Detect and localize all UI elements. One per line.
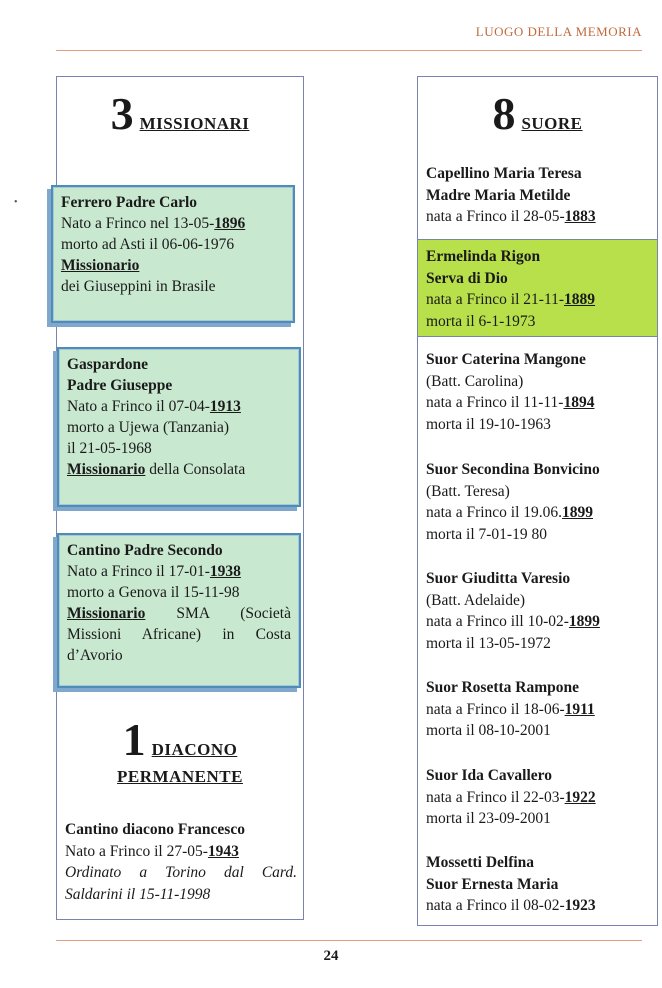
suora-death: morta il 19-10-1963: [426, 415, 551, 433]
suora-birth: nata a Frinco il 22-03-1922: [426, 788, 596, 806]
suore-heading: [418, 88, 657, 139]
suora-name: Suor Giuditta Varesio: [426, 570, 571, 587]
suora-entry: [426, 677, 651, 742]
suora-title: Serva di Dio: [426, 269, 508, 287]
suora-name: Suor Secondina Bonvicino: [426, 461, 600, 478]
suora-baptism-name: (Batt. Carolina): [426, 372, 524, 390]
missionary-name: Gaspardone: [67, 356, 148, 373]
diacono-label: DIACONO: [151, 740, 238, 759]
missionary-name-title: Padre Giuseppe: [67, 377, 173, 394]
suore-label: SUORE: [521, 114, 583, 133]
suora-entry: [426, 459, 651, 545]
missionari-label: MISSIONARI: [139, 114, 250, 133]
missionary-role: Missionario della Consolata: [67, 461, 246, 478]
missionary-card: [57, 347, 301, 507]
missionary-birth: Nato a Frinco nel 13-05-1896: [61, 215, 246, 232]
diacono-note: Ordinato a Torino dal Card. Saldarini il 15-11-1998: [65, 864, 297, 903]
suora-birth: nata a Frinco il 21-11-1889: [426, 291, 596, 308]
suora-entry: [426, 163, 651, 228]
page-number: 24: [323, 948, 339, 964]
missionary-role: Missionario: [61, 257, 140, 274]
suora-birth: nata a Frinco il 18-06-1911: [426, 700, 595, 718]
suora-birth: nata a Frinco il 19.06.1899: [426, 504, 594, 521]
suora-name: Suor Caterina Mangone: [426, 351, 586, 368]
missionari-count: 3: [110, 88, 134, 139]
separator: [418, 336, 657, 337]
missionary-role: Missionario SMA (Società Missioni Africane) in Costa d’Avorio: [67, 605, 291, 664]
suora-entry: [426, 568, 651, 654]
diacono-name: Cantino diacono Francesco: [65, 821, 245, 838]
suora-religious-name: Suor Ernesta Maria: [426, 875, 559, 893]
suora-death: morta il 7-01-19 80: [426, 525, 547, 543]
missionary-death: morto a Ujewa (Tanzania): [67, 419, 230, 436]
suora-name: Suor Rosetta Rampone: [426, 679, 579, 696]
running-head: LUOGO DELLA MEMORIA: [475, 24, 642, 39]
missionari-heading: [57, 88, 303, 139]
right-column: [417, 76, 658, 926]
suora-birth: nata a Frinco ill 10-02-1899: [426, 613, 600, 630]
suora-entry: [426, 765, 651, 830]
suora-death: morta il 23-09-2001: [426, 810, 551, 827]
missionary-death-date: il 21-05-1968: [67, 440, 152, 457]
suore-count: 8: [492, 88, 516, 139]
suora-birth: nata a Frinco il 08-02-1923: [426, 897, 596, 914]
suora-birth: nata a Frinco il 28-05-1883: [426, 208, 596, 225]
diacono-count: 1: [122, 714, 146, 765]
diacono-heading: [57, 714, 303, 787]
missionary-role-detail: dei Giuseppini in Brasile: [61, 278, 216, 295]
missionary-death: morto ad Asti il 06-06-1976: [61, 236, 235, 253]
left-column: [56, 76, 304, 920]
suora-baptism-name: (Batt. Teresa): [426, 482, 510, 500]
missionary-birth: Nato a Frinco il 07-04-1913: [67, 398, 241, 415]
missionary-name: Cantino Padre Secondo: [67, 542, 223, 559]
suora-religious-name: Madre Maria Metilde: [426, 186, 571, 204]
suora-name: Ermelinda Rigon: [426, 248, 541, 265]
suora-entry: [426, 852, 651, 917]
footer-rule: [56, 940, 642, 941]
diacono-label-2: PERMANENTE: [117, 767, 243, 786]
suora-death: morta il 6-1-1973: [426, 312, 536, 330]
missionary-birth: Nato a Frinco il 17-01-1938: [67, 563, 241, 580]
suora-name: Suor Ida Cavallero: [426, 767, 553, 784]
header-rule: [56, 50, 642, 51]
suora-death: morta il 08-10-2001: [426, 722, 551, 739]
suora-entry: [426, 349, 651, 435]
missionary-name: Ferrero Padre Carlo: [61, 194, 198, 211]
diacono-birth: Nato a Frinco il 27-05-1943: [65, 842, 239, 860]
suora-name: Capellino Maria Teresa: [426, 165, 582, 182]
speck: •: [14, 197, 18, 208]
suora-birth: nata a Frinco il 11-11-1894: [426, 394, 595, 411]
missionary-card: [51, 185, 295, 323]
suora-entry-highlight: [426, 246, 651, 332]
suora-name: Mossetti Delfina: [426, 854, 535, 871]
suora-death: morta il 13-05-1972: [426, 634, 551, 652]
suora-baptism-name: (Batt. Adelaide): [426, 591, 525, 609]
missionary-death: morto a Genova il 15-11-98: [67, 584, 240, 601]
missionary-card: [57, 533, 301, 688]
diacono-entry: [65, 819, 297, 905]
